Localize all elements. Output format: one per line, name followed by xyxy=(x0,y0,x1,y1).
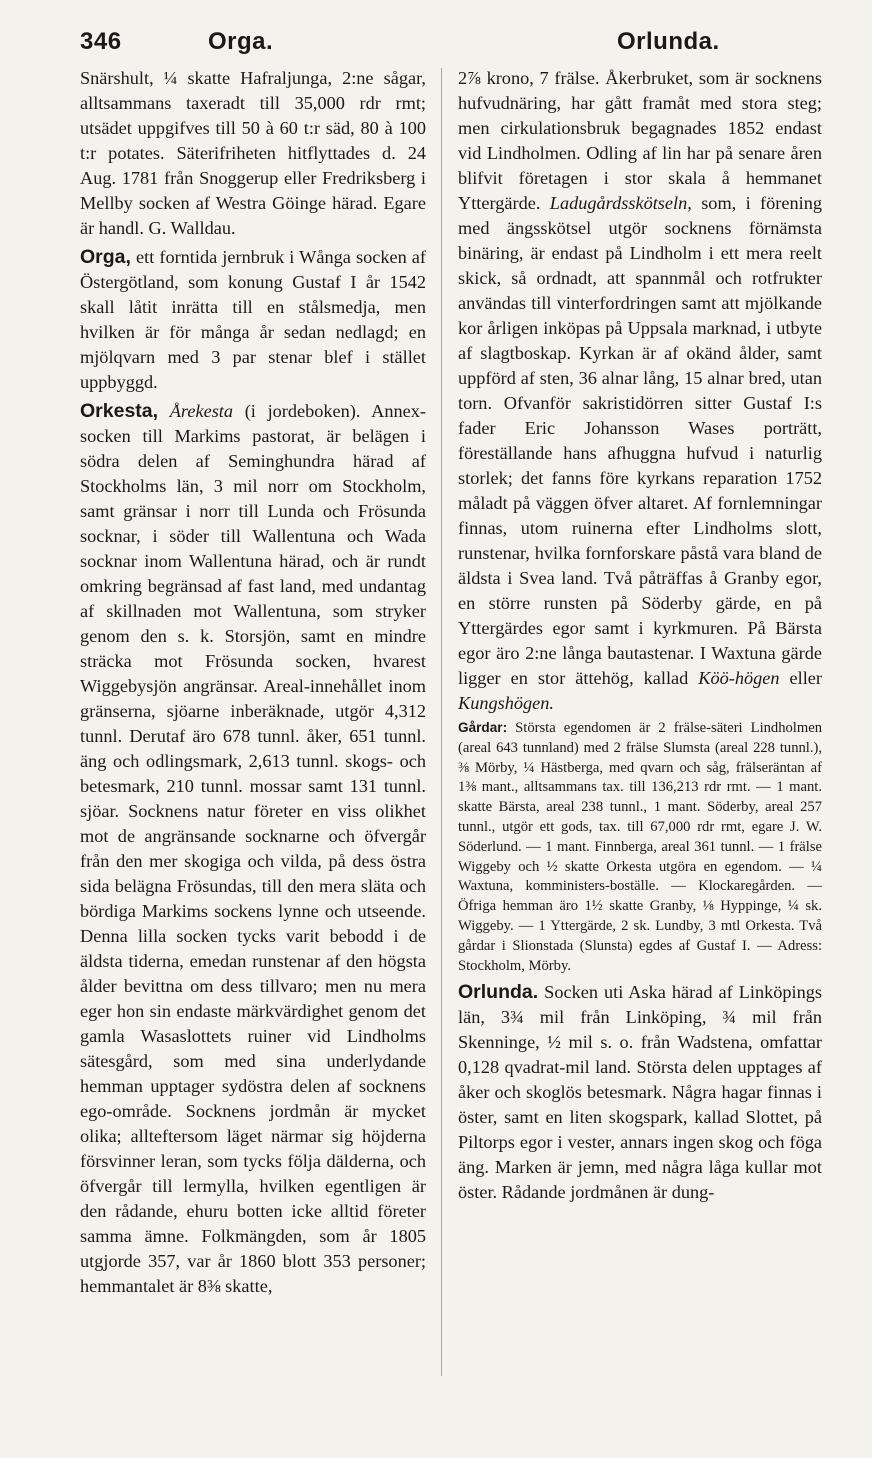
entry-headword: Orkesta, xyxy=(80,400,159,422)
note-text: Största egendomen är 2 frälse-säteri Lindholmen (areal 643 tunnland) med 2 frälse Slumsta (areal 228 tunnl.), ⅜ Mörby, ¼ Hästberga, med qvarn och såg, frälseräntan af 1⅜ mant., alltsammans tax. till 136,213 rdr rmt. — 1 mant. skatte Bärsta, areal 238 tunnl., 1 mant. Söderby, areal 257 tunnl., utgör ett gods, tax. till 67,000 rdr rmt, egare J. W. Söderlund. — 1 mant. Finnberga, areal 361 tunnl. — 1 frälse Wiggeby och ½ skatte Orkesta utgöra en egendom. — ¼ Waxtuna, komministers-boställe. — Klockaregården. — Öfriga hemman äro 1½ skatte Granby, ⅛ Hyppinge, ¼ sk. Wiggeby. — 1 Yttergärde, 2 sk. Lundby, 3 mtl Orkesta. Två gårdar i Slionstada (Slunsta) egdes af Gustaf I. — Adress: Stockholm, Mörby. xyxy=(458,720,822,974)
italic-term: Ladugårdsskötseln, xyxy=(549,193,692,213)
entry-text: 2⅞ krono, 7 frälse. Åkerbruket, som är socknens hufvudnäring, har gått framåt med stora steg; men cirkulationsbruk begagnades 1852 endast vid Lindholmen. Odling af lin har på senare åren blifvit företagen i stor skala å hemmanet Yttergärde. xyxy=(458,68,822,213)
entry-text: som, i förening med ängsskötsel utgör socknens förnämsta binäring, är endast på Lindholm i ett mera reelt skick, så ordnadt, att spannmål och rotfrukter användas till vinterfordringen samt att mjölkande kor årligen inköpas på Uppsala marknad, i utbyte af slagtboskap. Kyrkan är af okänd ålder, samt uppförd af sten, 36 alnar lång, 15 alnar bred, utan torn. Ofvanför sakristidörren sitter Gustaf I:s fader Eric Johansson Wases porträtt, föreställande hans afhuggna hufvud i naturlig storlek; det fanns före kyrkans reparation 1752 måladt på väggen öfver altaret. Af fornlemningar finnas, utom ruinerna efter Lindholms slott, runstenar, hvilka fornforskare påstå vara bland de äldsta i Svea land. Två påträffas å Granby egor, en större runsten på Söderby gärde, en på Yttergärdes egor samt i kyrkmuren. På Bärsta egor äro 2:ne långa bautastenar. I Waxtuna gärde ligger en stor ättehög, kallad xyxy=(458,193,822,688)
italic-term: Kungshögen. xyxy=(458,693,554,713)
page-header xyxy=(0,28,872,68)
entry-text: eller xyxy=(789,668,822,688)
entry-text: ett forntida jernbruk i Wånga socken af Östergötland, som konung Gustaf I år 1542 skall låtit inrätta till en stålsmedja, men hvilken är för många år sedan nedlagd; en mjölqvarn med 3 par stenar blef i stället uppbyggd. xyxy=(80,247,426,392)
estates-note xyxy=(458,718,822,976)
entry-headword: Orlunda. xyxy=(458,981,539,1004)
right-column xyxy=(458,66,822,1205)
entry-text: (i jordeboken). Annex-socken till Markims pastorat, är belägen i södra delen af Seminghundra härad af Stockholms län, 3 mil norr om Stockholm, samt gränsar i norr till Lunda och Frösunda socknar, i söder till Wallentuna och Wada socknar inom Wallentuna härad, och är rundt omkring begränsad af fast land, med undantag af skillnaden mot Wallentuna, som stryker genom den s. k. Storsjön, samt en mindre sträcka mot Frösunda socken, hvarest Wiggebysjön angränsar. Areal-innehållet inom gränserna, sjöarne inberäknade, utgör 4,312 tunnl. Derutaf äro 678 tunnl. åker, 651 tunnl. äng och odlingsmark, 2,613 tunnl. skogs- och betesmark, 210 tunnl. mossar samt 131 tunnl. sjöar. Socknens natur företer en viss olikhet mot de angränsande socknarne och öfvergår från den mer skogiga och vilda, på dess östra sida belägna Frösundas, till den mera släta och bördiga Markims sockens lynne och utseende. Denna lilla socken tycks varit bebodd i de äldsta tiderna, emedan runstenar af den högsta ålder bevittna om dess tillvaro; men nu mera eger hon sin endaste märkvärdighet genom det gamla Wasaslottets ruiner vid Lindholms sätesgård, som med sina underlydande hemman upptager sydöstra delen af socknens ego-område. Socknens jordmån är mycket olika; allteftersom läget närmar sig höjderna försvinner leran, som tycks följa dälderna, och öfvergår till lermylla, hvilken egentligen är den rådande, ehuru botten icke alltid företer samma ämne. Folkmängden, som år 1805 utgjorde 357, var år 1860 blott 353 personer; hemmantalet är 8⅜ skatte, xyxy=(80,401,426,1296)
left-running-head: Orga. xyxy=(208,28,274,55)
right-running-head: Orlunda. xyxy=(617,28,720,55)
entry-snarshult-continuation: Snärshult, ¼ skatte Hafraljunga, 2:ne sågar, alltsammans taxeradt till 35,000 rdr rmt; utsädet uppgifves till 50 à 60 t:r säd, 80 à 100 t:r potates. Säterifriheten hitflyttades d. 24 Aug. 1781 från Snoggerup eller Fredriksberg i Mellby socken af Westra Göinge härad. Egare är handl. G. Walldau. xyxy=(80,68,426,238)
left-column xyxy=(80,66,426,1299)
entry-orkesta xyxy=(80,399,426,1299)
alt-name: Årekesta xyxy=(169,401,234,421)
italic-term: Köö-högen xyxy=(698,668,780,688)
entry-text: Socken uti Aska härad af Linköpings län, 3¾ mil från Linköping, ¾ mil från Skenninge, ½ mil s. o. från Wadstena, omfattar 0,128 qvadrat-mil land. Största delen upptages af åker och skoglös betesmark. Några hagar finnas i öster, samt en liten skogspark, kallad Slottet, på Piltorps egor i vester, annars ingen skog och föga äng. Marken är jemn, med några låga kullar mot öster. Rådande jordmånen är dung- xyxy=(458,982,822,1203)
page-number: 346 xyxy=(80,28,122,55)
entry-orkesta-continuation xyxy=(458,66,822,716)
column-divider xyxy=(441,68,442,1376)
note-label: Gårdar: xyxy=(458,720,508,735)
entry-orga xyxy=(80,245,426,395)
entry-headword: Orga, xyxy=(80,246,131,268)
entry-orlunda xyxy=(458,980,822,1205)
